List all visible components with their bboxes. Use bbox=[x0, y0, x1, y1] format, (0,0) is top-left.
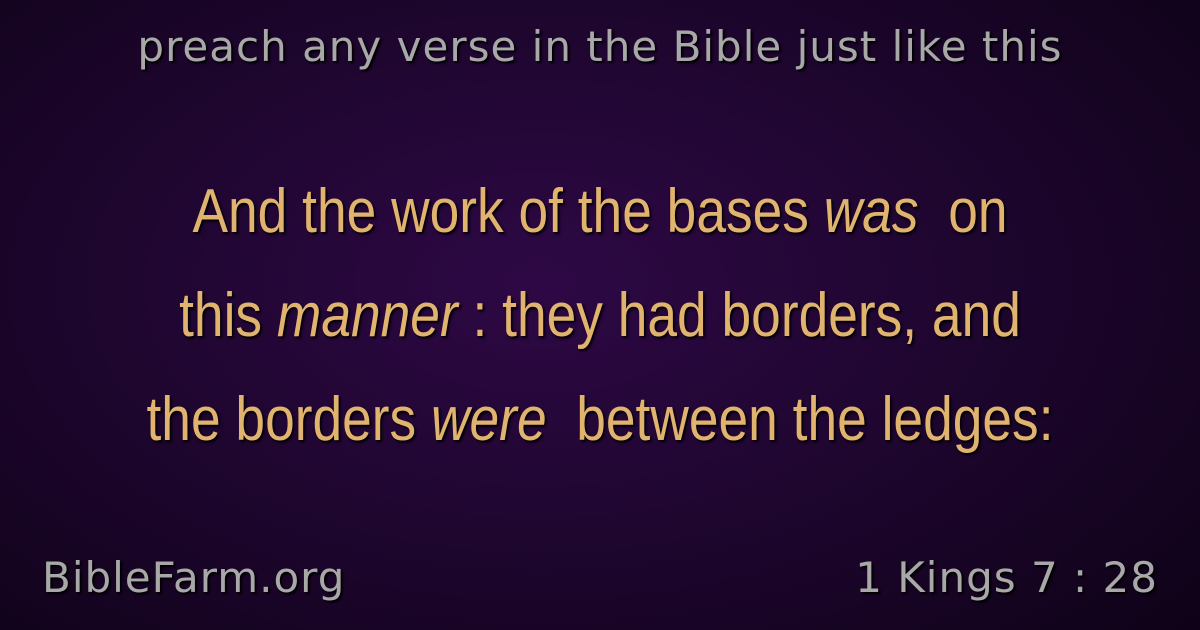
verse-line-2 bbox=[118, 264, 1081, 368]
verse-text bbox=[118, 160, 1081, 472]
verse-line-3 bbox=[118, 368, 1081, 472]
verse-line-3-text-a: the borders bbox=[146, 385, 432, 454]
verse-line-1-text-a: And the work of the bases bbox=[192, 177, 824, 246]
verse-line-3-italic: were bbox=[431, 385, 547, 454]
verse-line-2-text-c: : they had borders, and bbox=[457, 281, 1021, 350]
verse-line-1 bbox=[118, 160, 1081, 264]
verse-line-1-italic: was bbox=[823, 177, 919, 246]
verse-line-1-text-c: on bbox=[918, 177, 1008, 246]
verse-reference: 1 Kings 7 : 28 bbox=[855, 553, 1158, 602]
site-name: BibleFarm.org bbox=[42, 553, 346, 602]
verse-line-3-text-c: between the ledges: bbox=[546, 385, 1054, 454]
tagline: preach any verse in the Bible just like this bbox=[137, 22, 1063, 71]
verse-line-2-text-a: this bbox=[179, 281, 277, 350]
verse-line-2-italic: manner bbox=[276, 281, 458, 350]
